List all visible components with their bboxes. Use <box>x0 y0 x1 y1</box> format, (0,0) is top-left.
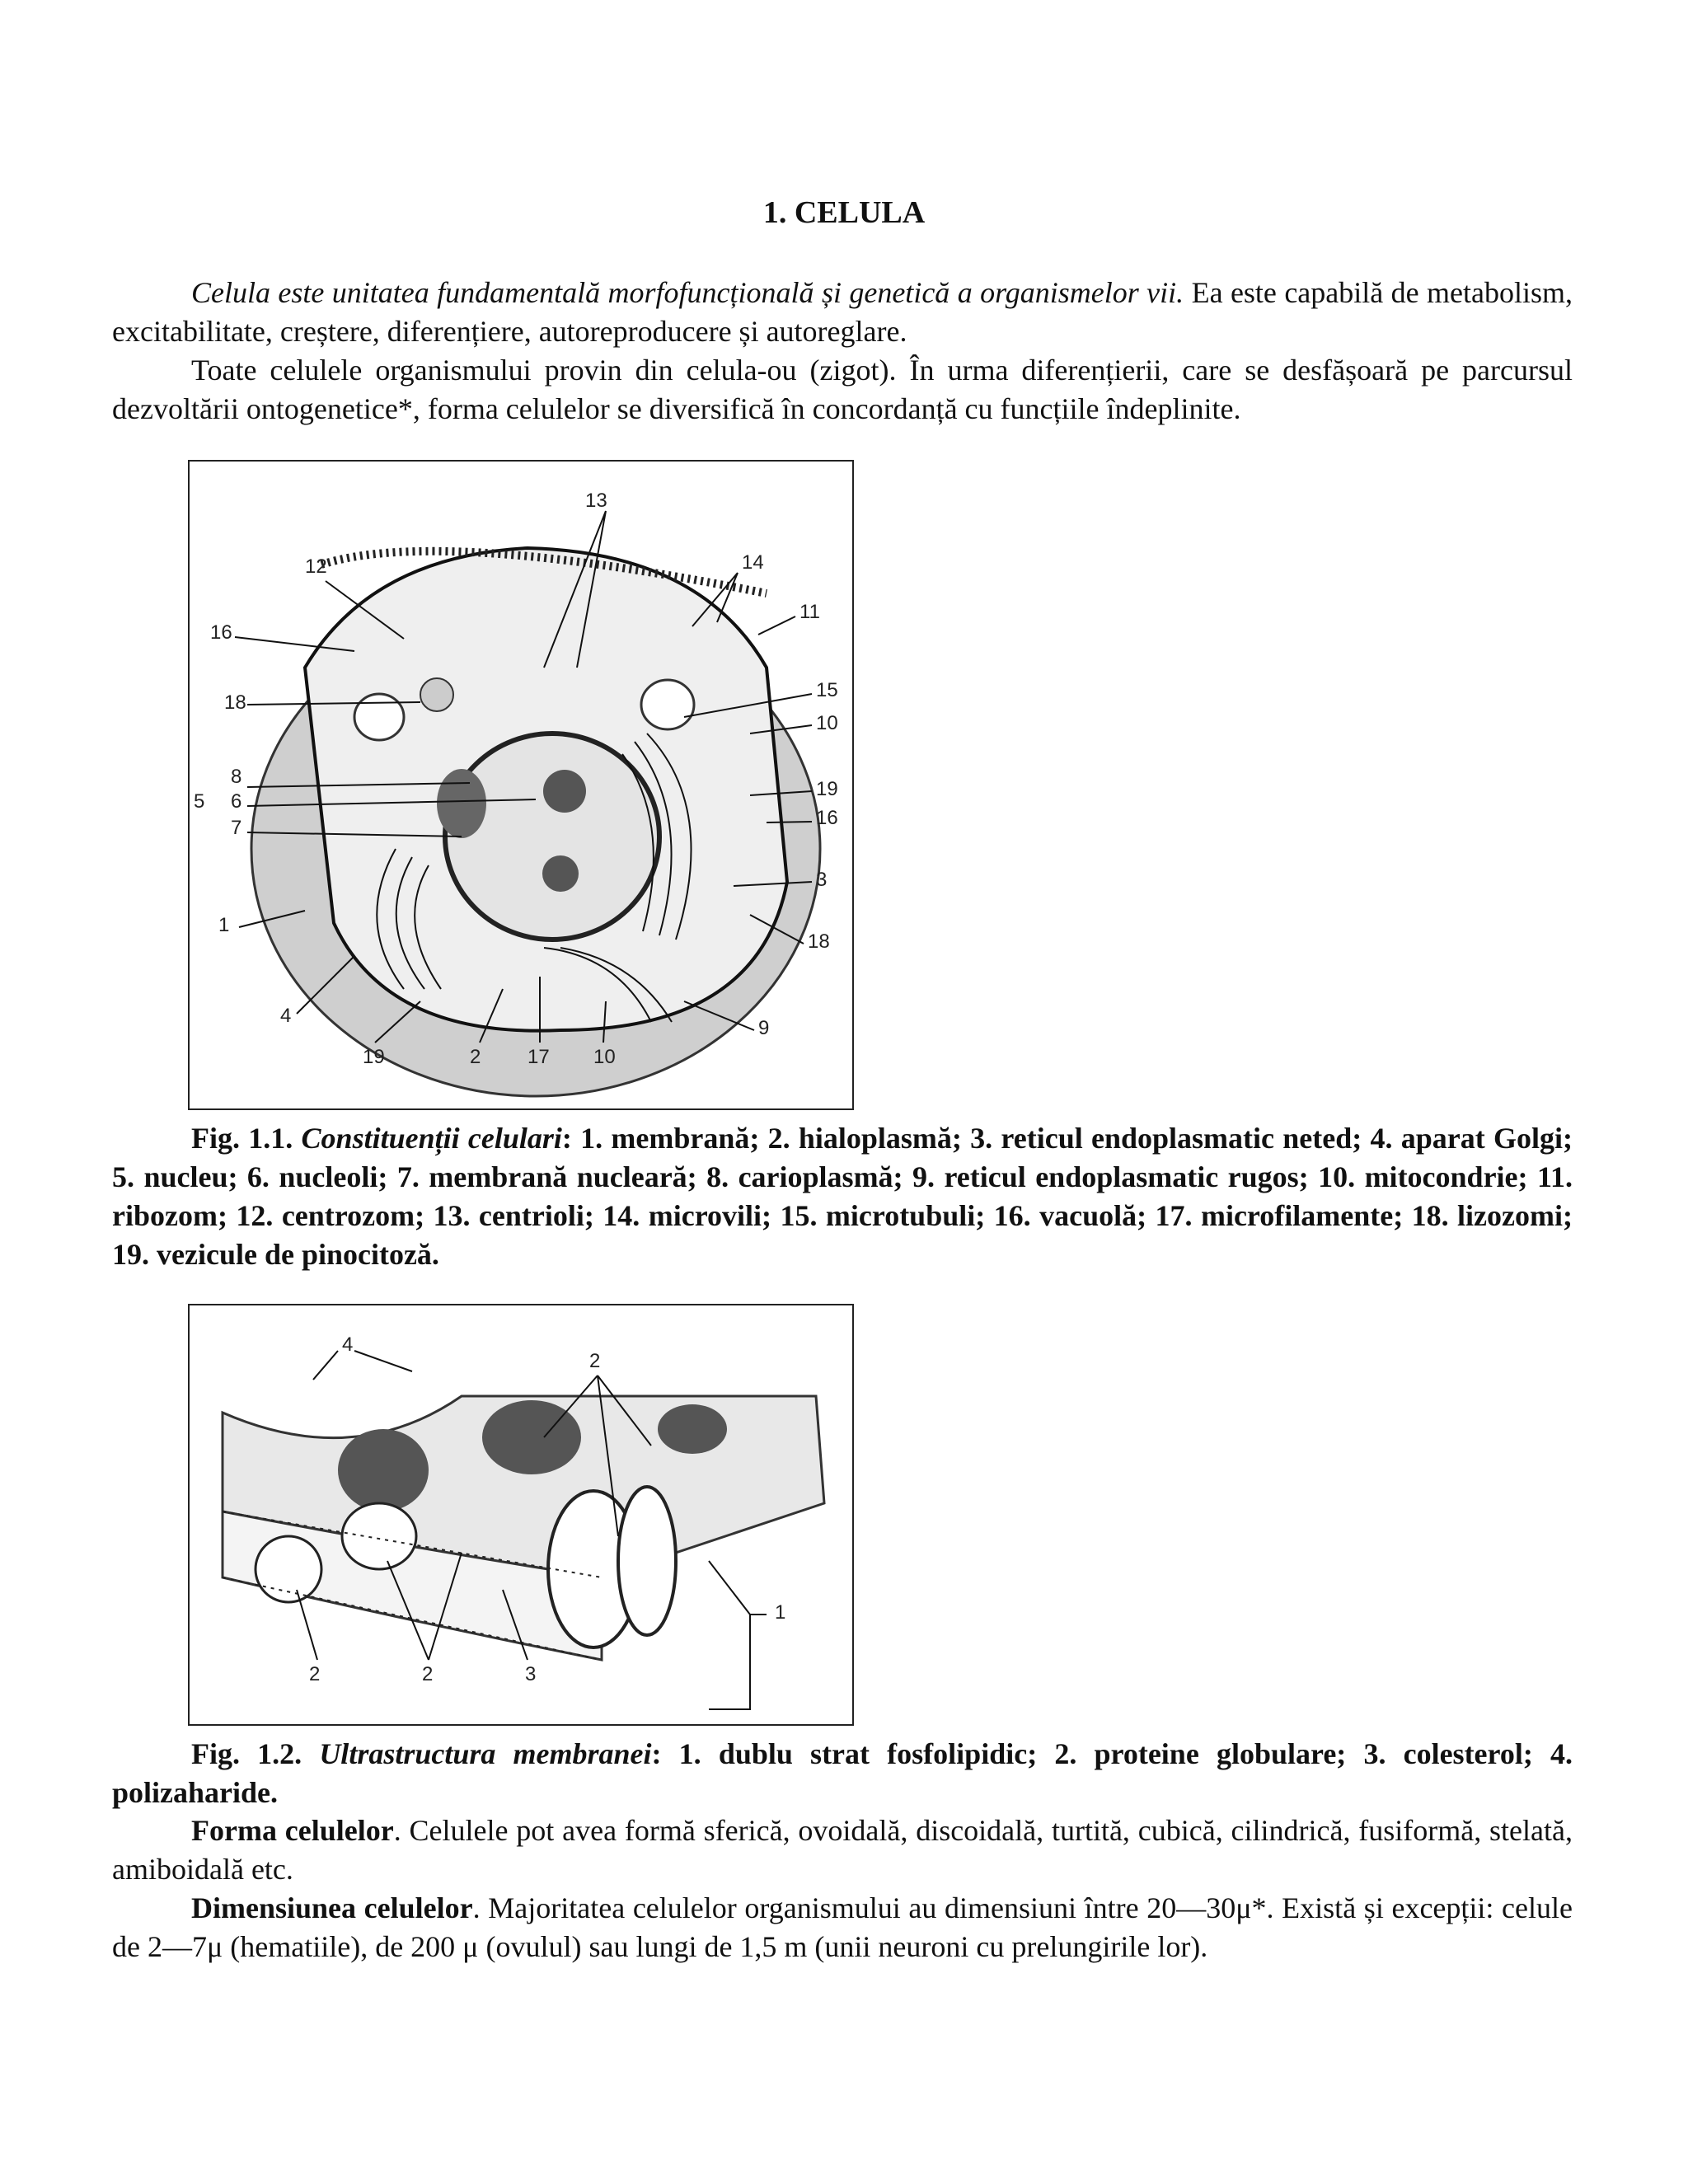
figure-membrane-ultrastructure <box>188 1304 854 1726</box>
forma-heading: Forma celulelor <box>191 1814 394 1847</box>
fig1-label-12: 12 <box>305 555 327 578</box>
intro-paragraph-1 <box>112 274 1573 351</box>
fig1-label-18: 18 <box>224 691 246 714</box>
fig1-label-4: 4 <box>280 1005 292 1027</box>
fig1-label-9: 9 <box>758 1017 770 1039</box>
fig1-label-15: 15 <box>816 679 838 701</box>
fig2-label-1: 1 <box>775 1601 786 1624</box>
fig1-label-11: 11 <box>799 601 820 623</box>
fig1-label-18-right: 18 <box>808 930 830 953</box>
figure2-caption-italic: Ultrastructura membranei <box>319 1737 652 1770</box>
fig2-label-2-bottom-mid: 2 <box>422 1663 434 1685</box>
fig2-label-2-bottom-left: 2 <box>309 1663 321 1685</box>
fig1-label-19-right: 19 <box>816 778 838 800</box>
fig1-label-3: 3 <box>816 869 828 891</box>
definition-italic: Celula este unitatea fundamentală morfofuncțională și genetică a organismelor vii. <box>191 276 1184 309</box>
fig1-label-7: 7 <box>231 817 242 839</box>
fig2-label-2-top: 2 <box>589 1350 601 1372</box>
fig1-label-19: 19 <box>363 1046 385 1068</box>
figure2-caption-prefix: Fig. 1.2. <box>191 1737 302 1770</box>
figure1-caption-prefix: Fig. 1.1. <box>191 1122 293 1155</box>
fig1-label-17: 17 <box>528 1046 550 1068</box>
fig1-label-6: 6 <box>231 790 242 813</box>
fig1-label-14: 14 <box>742 551 764 574</box>
fig1-label-13: 13 <box>585 490 607 512</box>
fig1-label-10-bottom: 10 <box>593 1046 616 1068</box>
cell-diagram <box>190 462 852 1108</box>
figure1-caption <box>112 1119 1573 1274</box>
fig2-label-3: 3 <box>525 1663 537 1685</box>
page-title: 1. CELULA <box>762 195 926 230</box>
figure-cell-constituents <box>188 460 854 1110</box>
membrane-diagram <box>190 1305 852 1724</box>
figure2-caption-text: : 1. dublu strat fosfolipidic; 2. proteine globulare; 3. colesterol; 4. polizaharide. <box>112 1737 1573 1809</box>
dimensiunea-heading: Dimensiunea celulelor <box>191 1891 473 1924</box>
fig1-label-10: 10 <box>816 712 838 734</box>
fig1-label-5: 5 <box>194 790 205 813</box>
dimensiunea-text: . Majoritatea celulelor organismului au dimensiuni între 20—30μ*. Există și excepții: celule de 2—7μ (hematiile), de 200 μ (ovulul) sau lungi de 1,5 m (unii neuroni cu prelungirile lor). <box>112 1891 1573 1963</box>
intro-p2-text: Toate celulele organismului provin din celula-ou (zigot). În urma diferențierii, care se desfășoară pe parcursul dezvoltării ontogenetice*, forma celulelor se diversifică în concordanță cu funcțiile îndeplinite. <box>112 354 1573 425</box>
fig1-label-8: 8 <box>231 766 242 788</box>
fig2-label-4: 4 <box>342 1333 354 1356</box>
figure1-caption-text: : 1. membrană; 2. hialoplasmă; 3. reticul endoplasmatic neted; 4. aparat Golgi; 5. nucleu; 6. nucleoli; 7. membrană nucleară; 8. carioplasmă; 9. reticul endoplasmatic rugos; 10. mitocondrie; 11. ribozom; 12. centrozom; 13. centrioli; 14. microvili; 15. microtubuli; 16. vacuolă; 17. microfilamente; 18. lizozomi; 19. vezicule de pinocitoză. <box>112 1122 1573 1271</box>
fig1-label-16: 16 <box>210 621 232 644</box>
intro-paragraph-2 <box>112 351 1573 429</box>
dimensiunea-paragraph <box>112 1889 1573 1966</box>
fig1-label-2: 2 <box>470 1046 481 1068</box>
forma-text: . Celulele pot avea formă sferică, ovoidală, discoidală, turtită, cubică, cilindrică, fusiformă, stelată, amiboidală etc. <box>112 1814 1573 1886</box>
definition-rest: Ea este capabilă de metabolism, excitabilitate, creștere, diferențiere, autoreproducere și autoreglare. <box>112 276 1573 348</box>
figure2-caption <box>112 1735 1573 1812</box>
fig1-label-1: 1 <box>218 914 230 936</box>
forma-paragraph <box>112 1811 1573 1889</box>
fig1-label-16-right: 16 <box>816 807 838 829</box>
figure1-caption-italic: Constituenții celulari <box>301 1122 562 1155</box>
